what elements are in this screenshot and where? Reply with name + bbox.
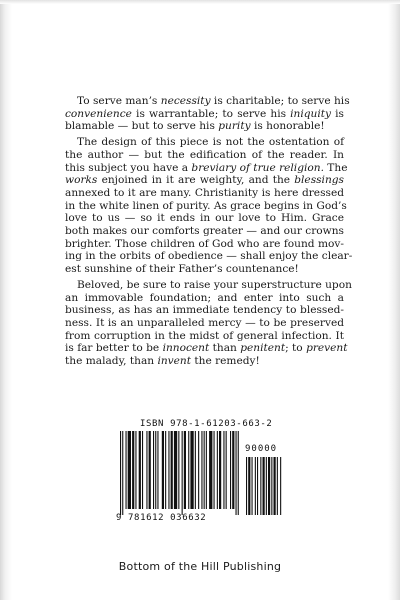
barcode-bar bbox=[171, 431, 173, 509]
text-line: ing in the orbits of obedience — shall enjoy the clear- bbox=[65, 250, 353, 263]
barcode-bar bbox=[168, 431, 169, 509]
text-line: both makes our comforts greater — and our crowns bbox=[65, 225, 344, 238]
barcode-bar bbox=[132, 431, 134, 509]
addon-bar bbox=[280, 457, 281, 515]
text-line: ness. It is an unparalleled mercy — to be preserved bbox=[65, 316, 344, 329]
paragraph-1 bbox=[65, 95, 350, 133]
barcode-bar bbox=[204, 431, 205, 509]
barcode-bar bbox=[157, 431, 158, 509]
addon-bar bbox=[260, 457, 261, 515]
text-line: est sunshine of their Father’s countenance! bbox=[65, 263, 299, 276]
barcode-bar bbox=[226, 431, 227, 509]
text-line: an immovable foundation; and enter into such a bbox=[65, 291, 344, 304]
barcode-bar bbox=[230, 431, 231, 509]
barcode-bar bbox=[120, 431, 121, 515]
text-line: the author — but the edification of the reader. In bbox=[65, 148, 344, 161]
barcode-bar bbox=[195, 431, 196, 509]
text-line: The design of this piece is not the ostentation of bbox=[77, 136, 344, 149]
barcode-bar bbox=[142, 431, 143, 509]
text-line: Beloved, be sure to raise your superstructure upon bbox=[77, 278, 352, 291]
barcode-bar bbox=[238, 431, 239, 515]
text-line: love to us — so it ends in our love to Him. Grace bbox=[65, 212, 344, 225]
barcode-bar bbox=[206, 431, 207, 509]
addon-bar bbox=[266, 457, 267, 515]
addon-bar bbox=[274, 457, 276, 515]
barcode-bar bbox=[146, 431, 147, 509]
barcode-bar bbox=[178, 431, 179, 509]
addon-bar bbox=[252, 457, 253, 515]
addon-bar bbox=[277, 457, 278, 515]
addon-bar bbox=[246, 457, 247, 515]
barcode-bar bbox=[184, 431, 186, 509]
barcode-bar bbox=[236, 431, 237, 515]
barcode-bar bbox=[182, 431, 183, 515]
barcode-bar bbox=[232, 431, 234, 509]
barcode-bar bbox=[155, 431, 156, 509]
barcode-bar bbox=[217, 431, 218, 509]
text-line: from corruption in the midst of general infection. It bbox=[65, 329, 344, 342]
barcode-bar bbox=[139, 431, 141, 509]
text-line: in the white linen of purity. As grace begins in God’s bbox=[65, 199, 347, 212]
barcode-bar bbox=[126, 431, 127, 509]
publisher-name: Bottom of the Hill Publishing bbox=[118, 560, 282, 573]
addon-bar bbox=[268, 457, 270, 515]
page-edge bbox=[0, 0, 400, 4]
addon-bar bbox=[257, 457, 258, 515]
text-line: brighter. Those children of God who are found mov- bbox=[65, 237, 344, 250]
barcode-bar bbox=[214, 431, 215, 509]
barcode-bar bbox=[162, 431, 164, 509]
text-line: the malady, than invent the remedy! bbox=[65, 355, 260, 368]
barcode-bar bbox=[219, 431, 221, 509]
text-line: business, as has an immediate tendency to blessed- bbox=[65, 304, 344, 317]
addon-bar bbox=[271, 457, 272, 515]
addon-bar bbox=[248, 457, 250, 515]
barcode-bar bbox=[190, 431, 193, 509]
ean-digits: 9 781612 036632 bbox=[116, 513, 207, 523]
text-line: annexed to it are many. Christianity is here dressed bbox=[65, 186, 344, 199]
text-line: works enjoined in it are weighty, and the blessings bbox=[65, 174, 344, 187]
barcode-bar bbox=[201, 431, 202, 509]
barcode-bar bbox=[188, 431, 189, 509]
text-line: blamable — but to serve his purity is honorable! bbox=[65, 120, 325, 133]
text-line: To serve man’s necessity is charitable; to serve his bbox=[77, 95, 350, 107]
barcode-bar bbox=[174, 431, 177, 509]
barcode-bar bbox=[165, 431, 166, 509]
barcode-bar bbox=[128, 431, 131, 509]
isbn-barcode bbox=[106, 415, 296, 545]
barcode-bar bbox=[209, 431, 212, 509]
addon-bar bbox=[255, 457, 256, 515]
isbn-label: ISBN 978-1-61203-663-2 bbox=[140, 419, 273, 429]
addon-bar bbox=[263, 457, 265, 515]
text-line: is far better to be innocent than penitent; to prevent bbox=[65, 342, 348, 355]
barcode-bar bbox=[223, 431, 224, 509]
barcode-bar bbox=[135, 431, 136, 509]
barcode-bar bbox=[122, 431, 123, 515]
barcode-bar bbox=[149, 431, 151, 509]
paragraph-2 bbox=[65, 136, 353, 276]
barcode-bar bbox=[198, 431, 199, 509]
text-line: convenience is warrantable; to serve his iniquity is bbox=[65, 107, 344, 120]
barcode-bar bbox=[153, 431, 154, 509]
addon-code: 90000 bbox=[245, 444, 278, 454]
paragraph-3 bbox=[65, 278, 352, 368]
text-line: this subject you have a breviary of true religion. The bbox=[65, 161, 348, 174]
back-cover-text bbox=[65, 95, 353, 368]
